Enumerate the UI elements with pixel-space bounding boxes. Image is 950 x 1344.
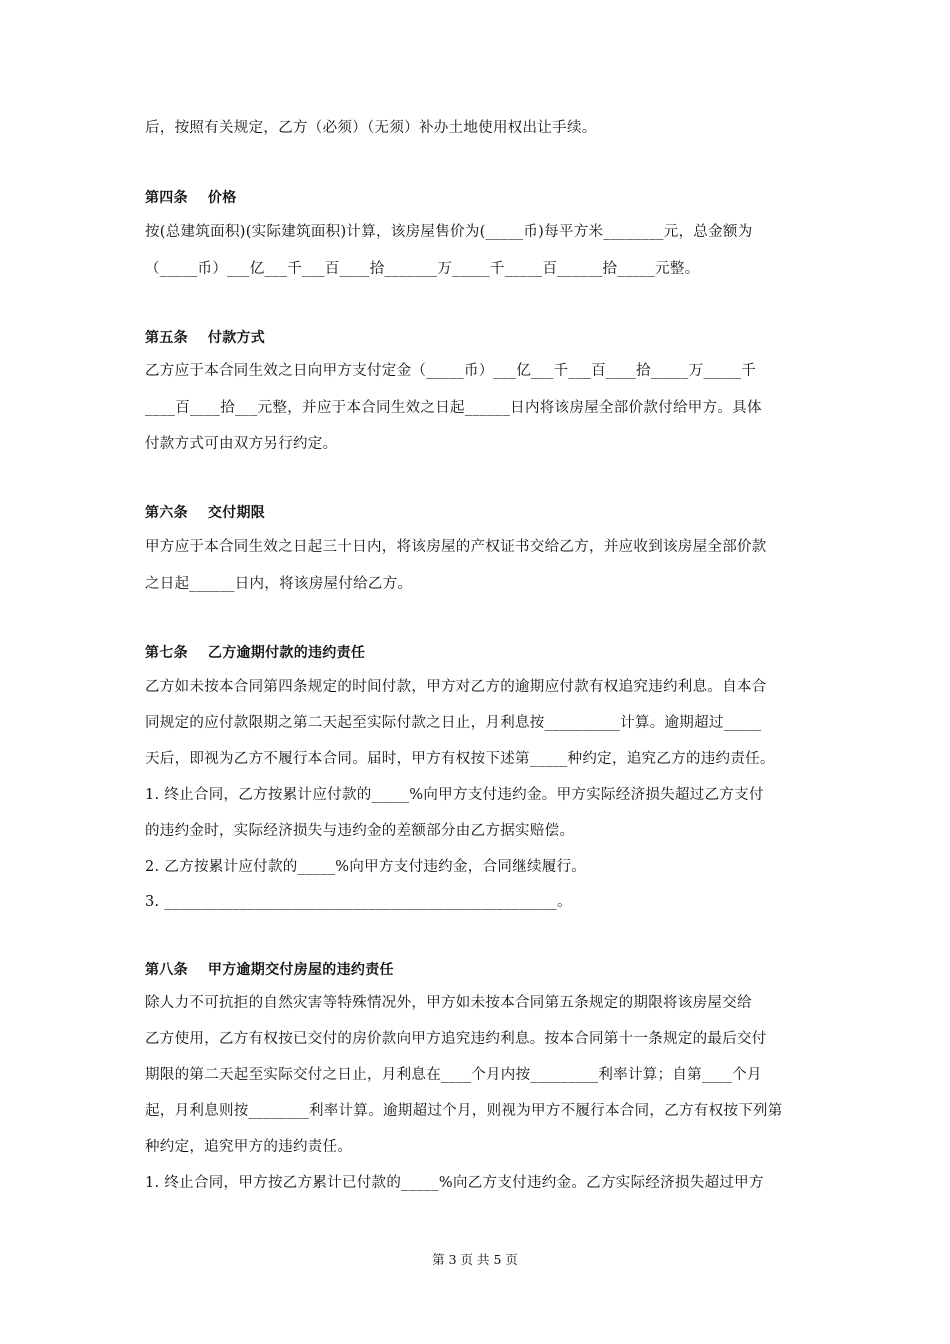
article-heading xyxy=(145,188,810,208)
text-line: 3. ____________________________________________________。 xyxy=(145,894,572,910)
article-number: 第八条 xyxy=(145,962,188,978)
text-line: 付款方式可由双方另行约定。 xyxy=(145,436,338,452)
article-heading xyxy=(145,643,810,663)
text-line: 天后，即视为乙方不履行本合同。届时，甲方有权按下述第_____种约定，追究乙方的违约责任。 xyxy=(145,751,775,767)
text-line: 按(总建筑面积)(实际建筑面积)计算，该房屋售价为(_____币)每平方米________元，总金额为 xyxy=(145,224,753,240)
text-line: 乙方使用，乙方有权按已交付的房价款向甲方追究违约利息。按本合同第十一条规定的最后交付 xyxy=(145,1031,767,1047)
article-number: 第四条 xyxy=(145,190,188,206)
article-number: 第七条 xyxy=(145,645,188,661)
text-line: 乙方如未按本合同第四条规定的时间付款，甲方对乙方的逾期应付款有权追究违约利息。自本合 xyxy=(145,679,767,695)
text-line: 乙方应于本合同生效之日向甲方支付定金（_____币）___亿___千___百____拾_____万_____千 xyxy=(145,363,756,379)
article-number: 第六条 xyxy=(145,505,188,521)
text-line: （_____币）___亿___千___百____拾_______万_____千_____百______拾_____元整。 xyxy=(145,261,700,277)
page-footer: 第 3 页 共 5 页 xyxy=(432,1252,518,1267)
text-line: 后，按照有关规定，乙方（必须）（无须）补办土地使用权出让手续。 xyxy=(145,120,597,136)
text-line: 的违约金时，实际经济损失与违约金的差额部分由乙方据实赔偿。 xyxy=(145,823,575,839)
article-title: 乙方逾期付款的违约责任 xyxy=(207,645,366,661)
article-title: 付款方式 xyxy=(207,330,266,346)
article-number: 第五条 xyxy=(145,330,188,346)
text-line: 起，月利息则按________利率计算。逾期超过个月，则视为甲方不履行本合同，乙方有权按下列第 xyxy=(145,1103,783,1119)
article-title: 甲方逾期交付房屋的违约责任 xyxy=(207,962,394,978)
text-line: 之日起______日内，将该房屋付给乙方。 xyxy=(145,576,413,592)
text-line: 除人力不可抗拒的自然灾害等特殊情况外，甲方如未按本合同第五条规定的期限将该房屋交给 xyxy=(145,995,752,1011)
text-line: 甲方应于本合同生效之日起三十日内，将该房屋的产权证书交给乙方，并应收到该房屋全部价款 xyxy=(145,539,767,555)
text-line: 2. 乙方按累计应付款的_____%向甲方支付违约金，合同继续履行。 xyxy=(145,859,587,875)
text-line: 期限的第二天起至实际交付之日止，月利息在____个月内按_________利率计算；自第____个月 xyxy=(145,1067,762,1083)
text-line: 1. 终止合同，乙方按累计应付款的_____%向甲方支付违约金。甲方实际经济损失超过乙方支付 xyxy=(145,787,764,803)
article-title: 价格 xyxy=(207,190,237,206)
article-title: 交付期限 xyxy=(207,505,266,521)
text-line: 种约定，追究甲方的违约责任。 xyxy=(145,1139,353,1155)
text-line: ____百____拾___元整，并应于本合同生效之日起______日内将该房屋全部价款付给甲方。具体 xyxy=(145,400,762,416)
text-line: 同规定的应付款限期之第二天起至实际付款之日止，月利息按__________计算。逾期超过_____ xyxy=(145,715,762,731)
text-line: 1. 终止合同，甲方按乙方累计已付款的_____%向乙方支付违约金。乙方实际经济损失超过甲方 xyxy=(145,1175,764,1191)
article-heading xyxy=(145,328,810,348)
article-heading xyxy=(145,960,810,980)
article-heading xyxy=(145,503,810,523)
